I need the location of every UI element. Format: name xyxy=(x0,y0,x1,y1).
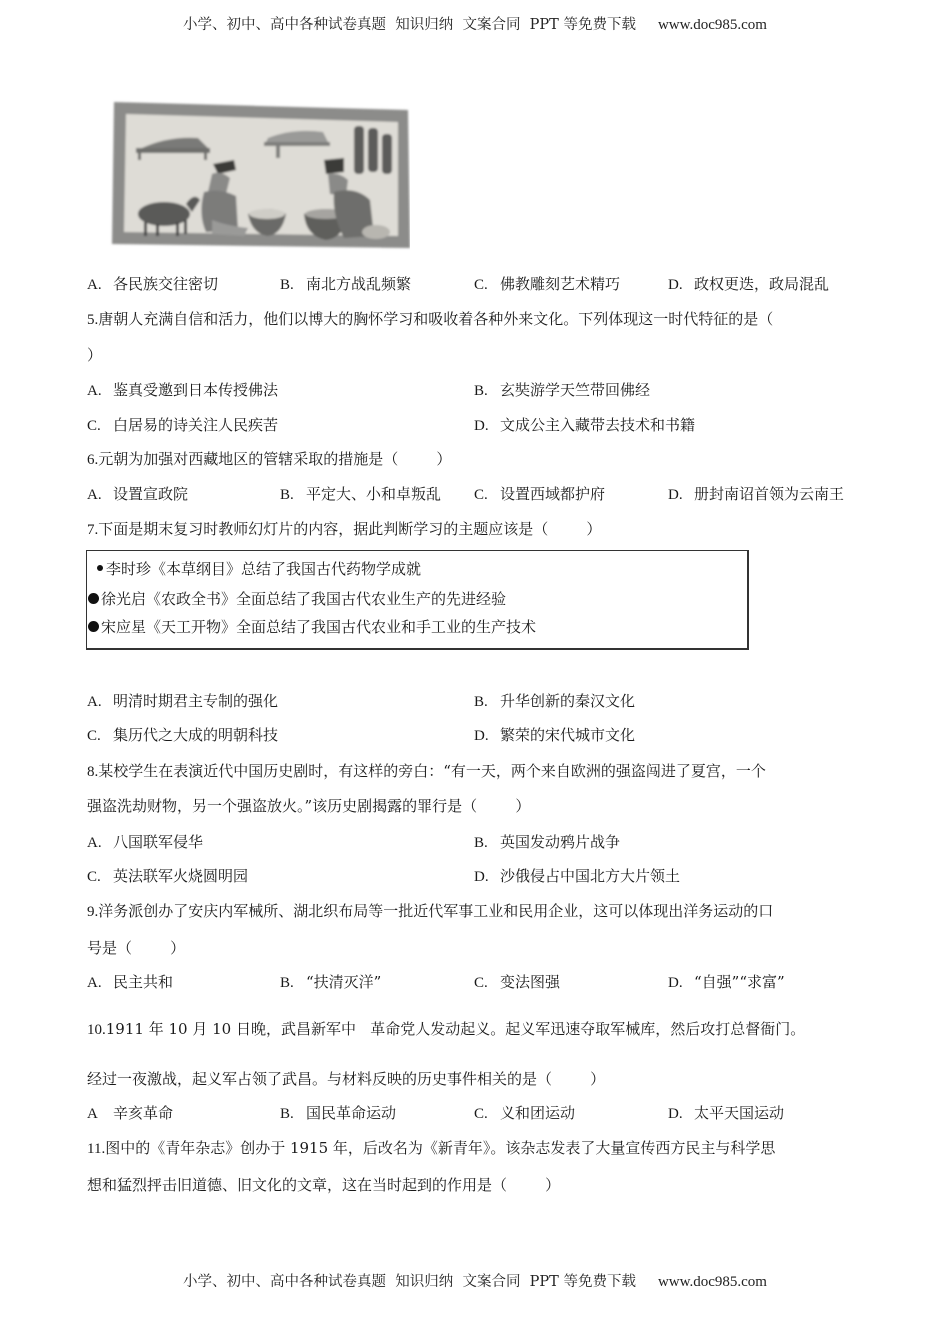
q4-option-d: D. 政权更迭，政局混乱 xyxy=(668,275,830,293)
bullet-icon xyxy=(88,593,99,604)
q8-option-c: C. 英法联军火烧圆明园 xyxy=(87,867,249,885)
q5-stem-cont: ） xyxy=(87,346,103,364)
q6-option-c: C. 设置西域都护府 xyxy=(474,485,606,503)
q4-option-a: A. 各民族交往密切 xyxy=(87,275,219,293)
footer-text: 小学、初中、高中各种试卷真题 知识归纳 文案合同 PPT 等免费下载 xyxy=(183,1274,636,1290)
q7-stem: 7.下面是期末复习时教师幻灯片的内容，据此判断学习的主题应该是（ ） xyxy=(87,520,602,538)
q5-stem: 5.唐朝人充满自信和活力，他们以博大的胸怀学习和吸收着各种外来文化。下列体现这一时代特征的是（ xyxy=(87,310,774,328)
slide-item: 宋应星《天工开物》全面总结了我国古代农业和手工业的生产技术 xyxy=(88,617,536,637)
bullet-icon xyxy=(97,565,103,571)
q7-option-c: C. 集历代之大成的明朝科技 xyxy=(87,726,279,744)
q8-option-d: D. 沙俄侵占中国北方大片领土 xyxy=(474,867,681,885)
q10-option-b: B. 国民革命运动 xyxy=(280,1104,397,1122)
q8-option-a: A. 八国联军侵华 xyxy=(87,833,204,851)
q7-option-d: D. 繁荣的宋代城市文化 xyxy=(474,726,636,744)
q9-option-b: B. “扶清灭洋” xyxy=(280,973,382,991)
q8-option-b: B. 英国发动鸦片战争 xyxy=(474,833,621,851)
q6-option-b: B. 平定大、小和卓叛乱 xyxy=(280,485,442,503)
header-url: www.doc985.com xyxy=(657,17,767,33)
q5-option-c: C. 白居易的诗关注人民疾苦 xyxy=(87,416,279,434)
footer-url: www.doc985.com xyxy=(657,1274,767,1290)
slide-item: 李时珍《本草纲目》总结了我国古代药物学成就 xyxy=(97,559,421,579)
q10-stem-cont: 经过一夜激战，起义军占领了武昌。与材料反映的历史事件相关的是（ ） xyxy=(87,1070,606,1088)
q11-stem: 11.图中的《青年杂志》创办于 1915 年，后改名为《新青年》。该杂志发表了大量宣传西方民主与科学思 xyxy=(87,1139,776,1157)
q11-stem-cont: 想和猛烈抨击旧道德、旧文化的文章，这在当时起到的作用是（ ） xyxy=(87,1176,561,1194)
q8-stem-cont: 强盗洗劫财物，另一个强盗放火。”该历史剧揭露的罪行是（ ） xyxy=(87,797,531,815)
q7-option-a: A. 明清时期君主专制的强化 xyxy=(87,692,279,710)
q10-option-c: C. 义和团运动 xyxy=(474,1104,576,1122)
q6-option-a: A. 设置宣政院 xyxy=(87,485,189,503)
q5-option-d: D. 文成公主入藏带去技术和书籍 xyxy=(474,416,696,434)
q4-option-c: C. 佛教雕刻艺术精巧 xyxy=(474,275,621,293)
q9-stem-cont: 号是（ ） xyxy=(87,939,186,957)
q10-option-d: D. 太平天国运动 xyxy=(668,1104,785,1122)
page-footer xyxy=(0,1270,950,1291)
q9-option-a: A. 民主共和 xyxy=(87,973,174,991)
header-text: 小学、初中、高中各种试卷真题 知识归纳 文案合同 PPT 等免费下载 xyxy=(183,17,636,33)
q4-option-b: B. 南北方战乱频繁 xyxy=(280,275,412,293)
q10-option-a: A 辛亥革命 xyxy=(87,1104,174,1122)
bullet-icon xyxy=(88,621,99,632)
q6-stem: 6.元朝为加强对西藏地区的管辖采取的措施是（ ） xyxy=(87,450,452,468)
q6-option-d: D. 册封南诏首领为云南王 xyxy=(668,485,845,503)
q5-option-a: A. 鉴真受邀到日本传授佛法 xyxy=(87,381,279,399)
slide-content-box xyxy=(86,550,749,650)
q8-stem: 8.某校学生在表演近代中国历史剧时，有这样的旁白：“有一天，两个来自欧洲的强盗闯进了夏宫，一个 xyxy=(87,762,766,780)
page-header xyxy=(0,13,950,34)
q5-option-b: B. 玄奘游学天竺带回佛经 xyxy=(474,381,651,399)
mural-figure xyxy=(108,96,410,252)
slide-item: 徐光启《农政全书》全面总结了我国古代农业生产的先进经验 xyxy=(88,589,506,609)
q7-option-b: B. 升华创新的秦汉文化 xyxy=(474,692,636,710)
q10-stem: 10.1911 年 10 月 10 日晚，武昌新军中 革命党人发动起义。起义军迅速夺取军械库，然后攻打总督衙门。 xyxy=(87,1020,806,1038)
q9-option-c: C. 变法图强 xyxy=(474,973,561,991)
q9-option-d: D. “自强”“求富” xyxy=(668,973,785,991)
q9-stem: 9.洋务派创办了安庆内军械所、湖北织布局等一批近代军事工业和民用企业，这可以体现出洋务运动的口 xyxy=(87,902,774,920)
